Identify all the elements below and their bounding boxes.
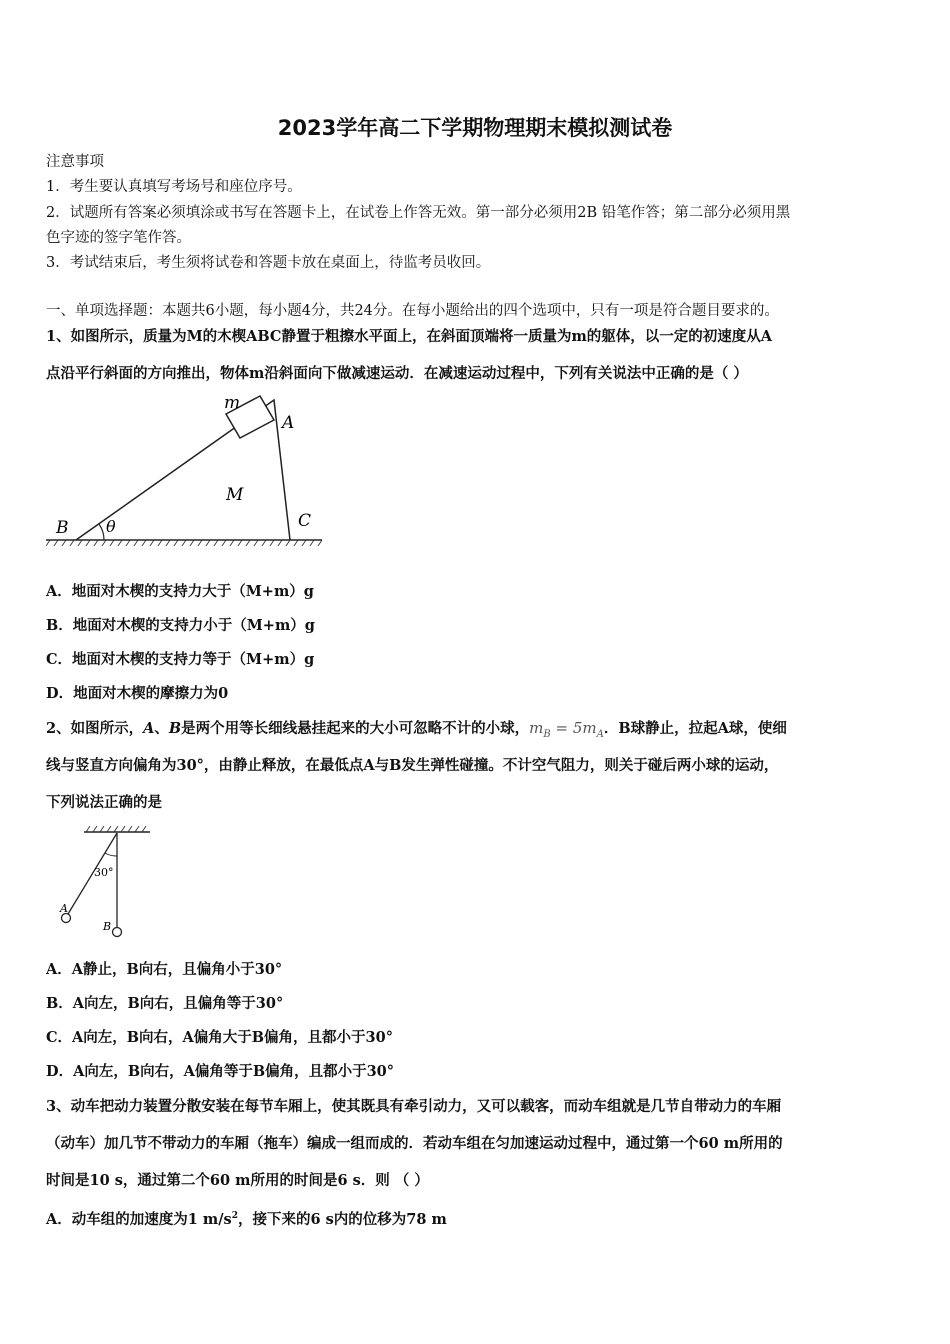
ceiling-hatching (86, 826, 146, 832)
q2-option-c: C．A向左，B向右，A偏角大于B偏角，且都小于30° (46, 1029, 393, 1046)
label-A: A (60, 902, 68, 915)
q3-stem-line1: 3、动车把动力装置分散安装在每节车厢上，使其既具有牵引动力，又可以载客，而动车组就是几节自带动力的车厢 (46, 1098, 782, 1115)
notice-item-3: 3．考试结束后，考生须将试卷和答题卡放在桌面上，待监考员收回。 (46, 255, 491, 271)
label-M: M (226, 485, 244, 505)
ground-hatching (46, 540, 322, 546)
q1-stem-line1: 1、如图所示，质量为M的木楔ABC静置于粗擦水平面上，在斜面顶端将一质量为m的躯体，以一定的初速度从A (46, 328, 773, 345)
page-title: 2023学年高二下学期物理期末模拟测试卷 (277, 116, 673, 140)
label-m: m (224, 393, 241, 413)
q1-option-c: C．地面对木楔的支持力等于（M+m）g (46, 651, 315, 668)
q2-stem-mid: 是两个用等长细线悬挂起来的大小可忽略不计的小球， (181, 720, 530, 737)
q2-figure-pendulum (56, 826, 156, 946)
q2-stem-line1 (46, 718, 787, 745)
ball-b (113, 928, 122, 937)
q2-option-b: B．A向左，B向右，且偏角等于30° (46, 995, 284, 1012)
label-B: B (103, 920, 112, 933)
q3-stem-line3: 时间是10 s，通过第二个60 m所用的时间是6 s．则 （ ） (46, 1172, 429, 1189)
label-C: C (298, 511, 312, 531)
q2-mass-formula: $m_B = 5m_A$ (529, 719, 604, 740)
label-B: B (56, 518, 69, 538)
q3-option-a: A．动车组的加速度为1 $m/s^2$，接下来的6 s内的位移为78 m (46, 1210, 447, 1228)
q1-option-d: D．地面对木楔的摩擦力为0 (46, 685, 229, 702)
q2-stem-line3: 下列说法正确的是 (46, 794, 162, 811)
notice-item-1: 1．考生要认真填写考场号和座位序号。 (46, 179, 302, 195)
notice-item-2-cont: 色字迹的签字笔作答。 (46, 230, 191, 246)
q2-stem-line2: 线与竖直方向偏角为30°，由静止释放，在最低点A与B发生弹性碰撞。不计空气阻力，则关于碰后两小球的运动， (46, 757, 779, 774)
angle-arc (99, 524, 104, 540)
q1-option-b: B．地面对木楔的支持力小于（M+m）g (46, 617, 315, 634)
q1-stem-line2: 点沿平行斜面的方向推出，物体m沿斜面向下做减速运动．在减速运动过程中，下列有关说法中正确的是（ ） (46, 365, 748, 382)
q2-separator: 、 (154, 720, 169, 737)
q2-ball-b-label: B (168, 720, 182, 737)
q2-stem-prefix: 2、如图所示， (46, 720, 144, 737)
q3-stem-line2: （动车）加几节不带动力的车厢（拖车）编成一组而成的．若动车组在匀加速运动过程中，通过第一个60 m所用的 (46, 1135, 783, 1152)
q1-figure-wedge (46, 392, 336, 556)
notice-item-2: 2．试题所有答案必须填涂或书写在答题卡上，在试卷上作答无效。第一部分必须用2B 铅笔作答；第二部分必须用黑 (46, 205, 791, 221)
section-heading: 一、单项选择题：本题共6小题，每小题4分，共24分。在每小题给出的四个选项中，只有一项是符合题目要求的。 (46, 303, 779, 319)
angle-arc (105, 853, 117, 856)
q2-option-d: D．A向左，B向右，A偏角等于B偏角，且都小于30° (46, 1063, 395, 1080)
q2-ball-a-label: A (143, 720, 155, 737)
q1-option-a: A．地面对木楔的支持力大于（M+m）g (46, 583, 314, 600)
label-A: A (282, 413, 295, 433)
label-30deg: 30° (94, 866, 114, 879)
q2-option-a: A．A静止，B向右，且偏角小于30° (46, 961, 283, 978)
notice-heading: 注意事项 (46, 154, 104, 170)
q2-stem-post: ．B球静止，拉起A球，使细 (603, 720, 787, 737)
label-theta: θ (106, 517, 116, 536)
